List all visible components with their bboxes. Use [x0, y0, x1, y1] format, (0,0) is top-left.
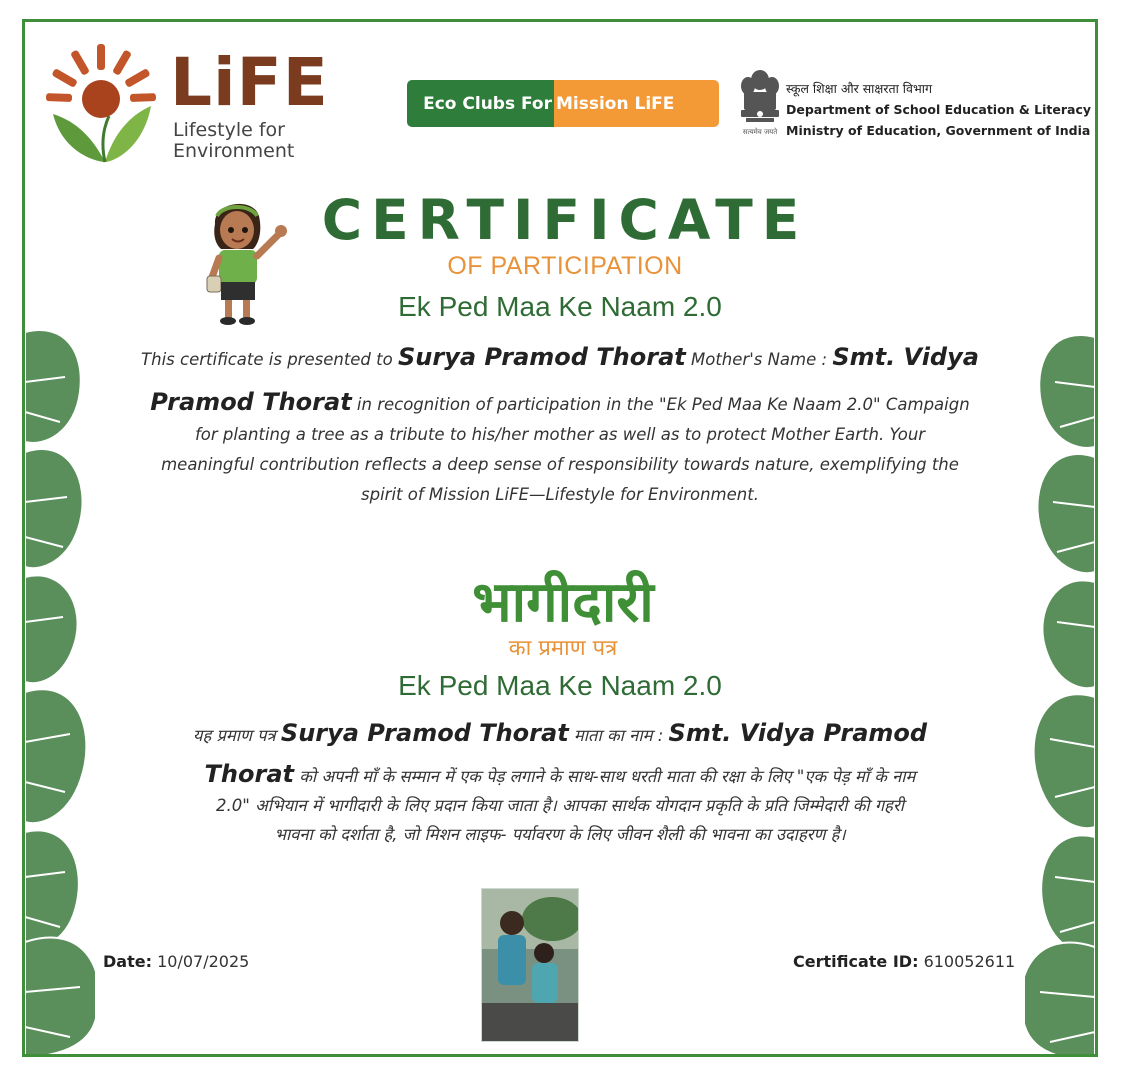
- hindi-certificate-title: भागीदारी: [472, 570, 654, 635]
- national-emblem-icon: [738, 66, 782, 138]
- emblem-caption: सत्यमेव जयते: [742, 128, 778, 136]
- mother-name-part2: Pramod Thorat: [150, 388, 352, 416]
- eco-clubs-badge-part1: Eco Clubs For: [407, 80, 554, 127]
- life-sun-plant-logo-icon: [43, 44, 163, 164]
- certificate-frame: [22, 19, 1098, 1057]
- hindi-mother-name-part2: Thorat: [204, 760, 294, 788]
- ministry-name: Ministry of Education, Government of India: [786, 123, 1091, 138]
- presented-to-label: This certificate is presented to: [141, 350, 393, 369]
- life-logo-text: LiFE: [170, 44, 329, 121]
- eco-clubs-badge: [407, 80, 719, 127]
- certificate-id-value: 610052611: [923, 952, 1016, 971]
- hindi-mother-name-part1: Smt. Vidya Pramod: [668, 719, 928, 747]
- certificate-title: CERTIFICATE: [321, 188, 809, 252]
- student-name: Surya Pramod Thorat: [397, 343, 686, 371]
- hindi-body-line2: 2.0" अभियान में भागीदारी के लिए प्रदान किया जाता है। आपका सार्थक योगदान प्रकृति के प्रति जिम्मेदारी की गहरी: [216, 796, 904, 815]
- english-body-line1: in recognition of participation in the "Ek Ped Maa Ke Naam 2.0" Campaign: [356, 395, 970, 414]
- hindi-certificate-subtitle: का प्रमाण पत्र: [508, 636, 618, 661]
- date-field: [103, 952, 249, 971]
- hindi-mothers-name-label: माता का नाम :: [573, 726, 664, 745]
- ministry-block: [786, 78, 1091, 141]
- certificate-subtitle: OF PARTICIPATION: [447, 252, 683, 280]
- hindi-body-line1: को अपनी माँ के सम्मान में एक पेड़ लगाने के साथ-साथ धरती माता की रक्षा के लिए "एक पेड़ माँ के नाम: [299, 767, 916, 786]
- english-body-line4: spirit of Mission LiFE—Lifestyle for Environment.: [361, 485, 759, 504]
- english-body-line2: for planting a tree as a tribute to his/her mother as well as to protect Mother Earth. Your: [194, 425, 926, 444]
- certificate-id-field: [793, 952, 1015, 971]
- english-certificate-text: [85, 342, 1035, 510]
- hindi-student-name: Surya Pramod Thorat: [280, 719, 569, 747]
- participant-photo: [481, 888, 579, 1042]
- hindi-body-line3: भावना को दर्शाता है, जो मिशन लाइफ- पर्यावरण के लिए जीवन शैली की भावना का उदाहरण है।: [274, 825, 846, 844]
- date-label: Date:: [103, 952, 152, 971]
- mothers-name-label: Mother's Name :: [691, 350, 828, 369]
- hindi-certificate-text: [80, 719, 1040, 849]
- life-logo-tagline: Lifestyle for Environment: [173, 119, 295, 162]
- hindi-intro: यह प्रमाण पत्र: [192, 726, 276, 745]
- eco-clubs-badge-part2: Mission LiFE: [554, 80, 719, 127]
- campaign-name-hindi-section: Ek Ped Maa Ke Naam 2.0: [398, 670, 722, 701]
- ministry-department: Department of School Education & Literacy: [786, 102, 1092, 117]
- certificate-id-label: Certificate ID:: [793, 952, 919, 971]
- date-value: 10/07/2025: [157, 952, 250, 971]
- mother-name-part1: Smt. Vidya: [832, 343, 979, 371]
- english-body-line3: meaningful contribution reflects a deep sense of responsibility towards nature, exemplifying the: [161, 455, 959, 474]
- ministry-hindi: स्कूल शिक्षा और साक्षरता विभाग: [786, 81, 933, 96]
- campaign-name-english: Ek Ped Maa Ke Naam 2.0: [398, 291, 722, 322]
